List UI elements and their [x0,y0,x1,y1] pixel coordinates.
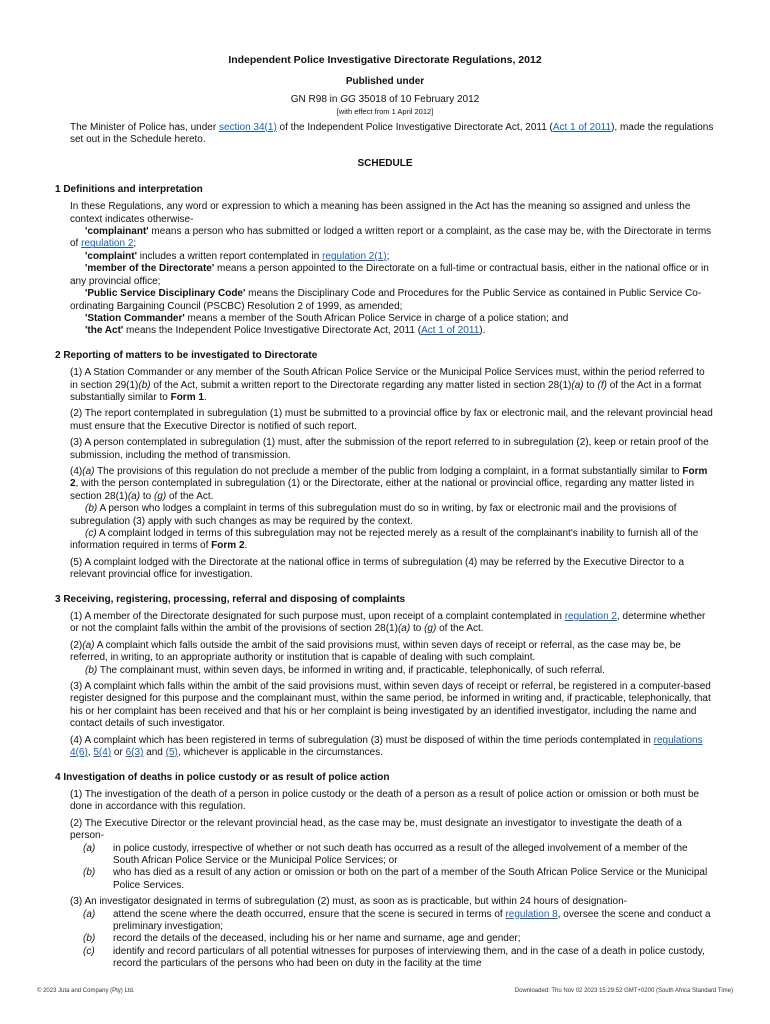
text: or [111,747,126,759]
text: attend the scene where the death occurred, ensure that the scene is secured in terms of [113,908,506,920]
text: A complaint which falls outside the ambit of the said provisions must, within seven days of receipt or referral, as the case may be, be referred, in writing, to an appropriate authority or institution that is capable of dealing with such complaint. [70,639,681,664]
text: , [87,747,94,759]
gn-text: GN R98 in [290,93,341,105]
text: (a) [82,639,95,651]
definition-station-commander [55,313,715,325]
act-link[interactable]: Act 1 of 2011 [552,121,612,133]
text: The provisions of this regulation do not preclude a member of the public from lodging a complaint, in a format substantially similar to [94,465,683,477]
def-text: means the Disciplinary Code and Procedures for the Public Service as contained in Public Service Co-ordinating Bargaining Council (PSCBC) Resolution 2 of 1999, as amended; [70,288,702,312]
text: , oversee the scene and conduct a preliminary investigation; [113,908,711,932]
text: . [244,540,248,552]
text: (2) [70,639,83,651]
s3-p4 [55,735,715,760]
def-text: means a person who has submitted or lodged a written report or a complaint, as the case may be, with the Directorate in terms of [70,226,712,250]
regulation-8-link[interactable]: regulation 8 [505,908,558,920]
regulation-2-link[interactable]: regulation 2 [564,611,617,623]
text: of the Act, submit a written report to the Directorate regarding any matter listed in section 28(1) [150,379,572,391]
regulation-2-1-link[interactable]: regulation 2(1) [322,250,387,262]
def-text: means a member of the South African Police Service in charge of a police station; and [184,312,569,324]
s2-p4b [55,503,715,528]
item-text: identify and record particulars of all potential witnesses for purposes of interviewing them, and in the case of a death in police custody, record the particulars of the persons who had been on duty in the facility at the time [113,945,705,970]
gazette-notice [55,94,715,106]
published-under: Published under [345,76,425,88]
definition-the-act [55,325,715,337]
s3-p2a [55,640,715,665]
def-term: 'complaint' [85,250,137,262]
page-footer [37,988,733,994]
item-label: (b) [83,867,96,879]
text: of the Act. [436,623,484,635]
text: (b) [138,379,151,391]
text: (a) [397,623,411,635]
s3-p1 [55,611,715,636]
item-label: (a) [83,842,96,854]
gn-text-end: 35018 of 10 February 2012 [355,93,480,105]
def-text: means the Independent Police Investigative Directorate Act, 2011 ( [123,325,422,337]
regulation-5-4-link[interactable]: 5(4) [93,747,112,759]
s4-p3c [55,946,715,971]
s4-p2a [55,843,715,868]
regulation-6-3-link[interactable]: 6(3) [125,747,144,759]
regulation-6-5-link[interactable]: (5) [165,747,178,759]
s4-p3b [55,933,715,945]
effect-date: [with effect from 1 April 2012] [336,107,434,117]
text: to [410,623,425,635]
text: A complaint lodged in terms of this subregulation may not be rejected merely as a result of the complainant's inability to furnish all of the information required in terms of [70,528,699,552]
section-3-heading: 3 Receiving, registering, processing, referral and disposing of complaints [55,593,406,605]
s3-p3: (3) A complaint which falls within the ambit of the said provisions must, within seven days of receipt or referral, be registered in a computer-based register designed for this purpose and the complainant must, within the same period, be informed in writing and, if practicable, telephonically, that his or her complaint has been received and that his or her complaint is being investigated by an identified investigator, including the name and contact details of such investigator. [70,681,711,730]
text: (4) [70,465,83,477]
s2-p5: (5) A complaint lodged with the Directorate at the national office in terms of subregulation (4) may be referred by the Executive Director to a relevant provincial office for investigation. [70,556,685,581]
section-2-heading: 2 Reporting of matters to be investigated to Directorate [55,349,318,361]
definition-complaint [55,251,715,263]
text: (g) [153,490,167,502]
text: (1) A member of the Directorate designated for such purpose must, upon receipt of a complaint contemplated in [70,611,565,623]
text: (f) [597,379,607,391]
text: to [140,490,154,502]
s2-p2: (2) The report contemplated in subregulation (1) must be submitted to a provincial office by fax or electronic mail, and the relevant provincial head must ensure that the Executive Director is notified of such report. [70,408,713,432]
text: (1) A Station Commander or any member of the South African Police Service or the Municipal Police Services must, within the period referred to in section 29(1) [70,367,705,391]
text: (4) A complaint which has been registered in terms of subregulation (3) must be disposed of within the time periods contemplated in [70,734,654,746]
item-text [113,909,715,934]
document-content [55,54,715,971]
form-2-ref: Form 2 [211,540,245,552]
section-4-heading: 4 Investigation of deaths in police custody or as result of police action [55,771,390,783]
download-timestamp: Downloaded: Thu Nov 02 2023 15:29:52 GMT+0200 (South Africa Standard Time) [514,988,733,994]
s2-p4a [55,466,715,503]
form-1-ref: Form 1 [170,391,204,403]
regulation-2-link[interactable]: regulation 2 [81,238,134,250]
text: and [143,747,166,759]
preamble [55,122,715,147]
s2-p1 [55,367,715,404]
item-text: who has died as a result of any action or omission or both on the part of a member of the South African Police Service or the Municipal Police Services. [113,867,708,891]
text: (a) [571,379,584,391]
def-term: 'Station Commander' [85,312,185,324]
item-label: (b) [83,933,96,945]
text: , with the person contemplated in subregulation (1) or the Directorate, either at the national or provincial office, regarding any matter listed in section 28(1) [70,478,695,502]
s4-p3a [55,909,715,934]
gg-abbrev: GG [340,93,356,105]
def-term: 'member of the Directorate' [85,263,215,275]
definition-disciplinary-code [55,288,715,313]
text: . [203,391,207,403]
s4-p2: (2) The Executive Director or the relevant provincial head, as the case may be, must designate an investigator to investigate the death of a person- [70,817,682,842]
s2-p3: (3) A person contemplated in subregulation (1) must, after the submission of the report referred to in subregulation (2), keep or retain proof of the submission, including the method of transmission. [70,437,709,461]
text: (a) [127,490,141,502]
preamble-text: ), made the regulations set out in the Schedule hereto. [70,121,714,146]
item-text: record the details of the deceased, including his or her name and surname, age and gender; [113,933,521,945]
text: of the Act in a format substantially similar to [70,379,702,403]
text: The complainant must, within seven days, be informed in writing and, if practicable, telephonically, of such referral. [97,664,605,676]
item-label: (a) [83,908,96,920]
form-2-ref: Form 2 [70,465,708,490]
text: (g) [424,623,437,635]
def-term: 'complainant' [85,226,149,238]
text: of the Act. [166,490,214,502]
schedule-heading: SCHEDULE [357,158,413,170]
s1-intro: In these Regulations, any word or expression to which a meaning has been assigned in the Act has the meaning so assigned and unless the context indicates otherwise- [70,201,691,225]
document-title: Independent Police Investigative Directorate Regulations, 2012 [228,54,542,66]
item-label: (c) [83,945,95,957]
text: A person who lodges a complaint in terms of this subregulation must do so in writing, by fax or electronic mail and the provisions of subregulation (3) apply with such changes as may be required by the context. [70,503,677,527]
def-text: ; [386,250,390,262]
act-link[interactable]: Act 1 of 2011 [421,325,480,337]
regulation-4-6-link[interactable]: regulations 4(6) [70,734,703,759]
s4-p1: (1) The investigation of the death of a person in police custody or the death of a person as a result of police action or omission or both must be done in accordance with this regulation. [70,788,700,813]
text: (a) [82,465,95,477]
text: (b) [85,664,98,676]
def-term: 'Public Service Disciplinary Code' [85,288,246,300]
preamble-text: of the Independent Police Investigative Directorate Act, 2011 ( [276,121,553,133]
preamble-text: The Minister of Police has, under [70,121,219,133]
s4-p2b [55,867,715,892]
text: to [583,379,598,391]
s4-p3: (3) An investigator designated in terms of subregulation (2) must, as soon as is practicable, but within 24 hours of designation- [70,896,627,908]
def-term: 'the Act' [85,325,124,337]
def-text: ; [133,238,137,250]
s3-p2b [55,665,715,677]
text: (c) [85,528,97,539]
def-text: means a person appointed to the Directorate on a full-time or contractual basis, either in the national office or in any provincial office; [70,263,709,287]
definition-complainant [55,226,715,251]
copyright: © 2023 Juta and Company (Pty) Ltd. [37,988,135,994]
text: (b) [85,503,98,515]
def-text: includes a written report contemplated in [136,250,323,262]
section-1-heading: 1 Definitions and interpretation [55,183,203,195]
text: , determine whether or not the complaint falls within the ambit of the provisions of section 28(1) [70,611,706,635]
item-text: in police custody, irrespective of whether or not such death has occurred as a result of the alleged involvement of a member of the South African Police Service or the Municipal Police Services; or [113,842,688,866]
s2-p4c [55,528,715,553]
definition-member [55,263,715,288]
section-34-link[interactable]: section 34(1) [218,121,277,133]
def-text: ). [479,325,486,337]
text: , whichever is applicable in the circumstances. [177,747,383,759]
